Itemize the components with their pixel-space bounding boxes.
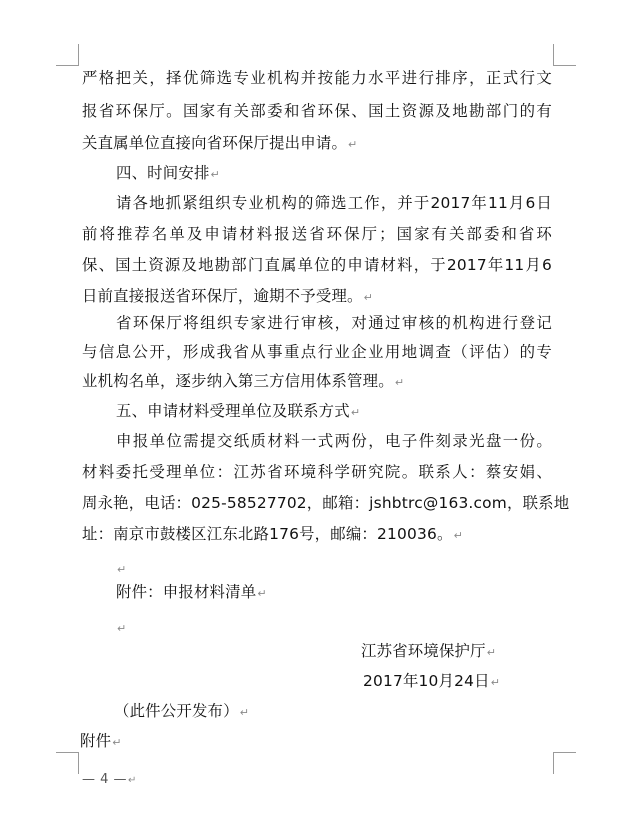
paragraph-mark-icon: ↵ <box>117 563 127 576</box>
paragraph-mark-icon: ↵ <box>363 291 374 304</box>
crop-mark-bottom-left-v <box>78 752 79 774</box>
paragraph-mark-icon: ↵ <box>112 736 122 749</box>
issuer-name: 江苏省环境保护厅↵ <box>361 642 497 660</box>
paragraph-mark-icon: ↵ <box>210 168 220 181</box>
paragraph-mark-icon: ↵ <box>257 587 267 600</box>
issue-date: 2017年10月24日↵ <box>363 672 501 690</box>
text-line: 址：南京市鼓楼区江东北路176号，邮编：210036。↵ <box>82 525 463 543</box>
paragraph-mark-icon: ↵ <box>239 706 250 719</box>
crop-mark-top-right-h <box>554 65 576 66</box>
text-line: 关直属单位直接向省环保厅提出申请。↵ <box>82 134 358 152</box>
text-line: 前将推荐名单及申请材料报送省环保厅；国家有关部委和省环 <box>82 225 552 243</box>
section-heading: 五、申请材料受理单位及联系方式↵ <box>116 402 361 420</box>
text-line: 日前直接报送省环保厅，逾期不予受理。↵ <box>82 287 374 305</box>
publish-note: （此件公开发布）↵ <box>114 702 250 720</box>
text-line: 报省环保厅。国家有关部委和省环保、国土资源及地勘部门的有 <box>82 102 552 120</box>
paragraph-mark-icon: ↵ <box>453 529 463 542</box>
paragraph-mark-icon: ↵ <box>486 646 497 659</box>
text-line: 与信息公开，形成我省从事重点行业企业用地调查（评估）的专 <box>82 343 552 361</box>
paragraph-mark-icon: ↵ <box>128 775 137 786</box>
paragraph-mark-icon: ↵ <box>117 622 127 635</box>
crop-mark-bottom-right-v <box>553 752 554 774</box>
section-heading: 四、时间安排↵ <box>116 164 220 182</box>
text-line: 申报单位需提交纸质材料一式两份，电子件刻录光盘一份。 <box>116 432 552 450</box>
crop-mark-bottom-right-h <box>554 752 576 753</box>
crop-mark-bottom-left-h <box>56 752 78 753</box>
empty-paragraph <box>116 558 126 580</box>
text-line: 周永艳，电话：025-58527702，邮箱：jshbtrc@163.com，联系地 <box>82 494 570 512</box>
paragraph-mark-icon: ↵ <box>394 376 405 389</box>
attachment-note: 附件：申报材料清单↵ <box>116 583 267 601</box>
text-line: 请各地抓紧组织专业机构的筛选工作，并于2017年11月6日 <box>116 194 552 212</box>
crop-mark-top-left-v <box>78 44 79 66</box>
paragraph-mark-icon: ↵ <box>348 138 358 151</box>
text-line: 严格把关，择优筛选专业机构并按能力水平进行排序，正式行文 <box>82 69 552 87</box>
crop-mark-top-left-h <box>56 65 78 66</box>
text-line: 业机构名单，逐步纳入第三方信用体系管理。↵ <box>82 372 405 390</box>
text-line: 保、国土资源及地勘部门直属单位的申请材料，于2017年11月6 <box>82 256 552 274</box>
text-line: 材料委托受理单位：江苏省环境科学研究院。联系人：蔡安娟、 <box>82 463 552 481</box>
paragraph-mark-icon: ↵ <box>350 406 361 419</box>
page-number: — 4 —↵ <box>82 772 137 787</box>
empty-paragraph <box>116 617 126 639</box>
text-line: 省环保厅将组织专家进行审核，对通过审核的机构进行登记 <box>116 314 552 332</box>
attachment-heading: 附件↵ <box>80 732 122 750</box>
paragraph-mark-icon: ↵ <box>490 676 501 689</box>
crop-mark-top-right-v <box>553 44 554 66</box>
